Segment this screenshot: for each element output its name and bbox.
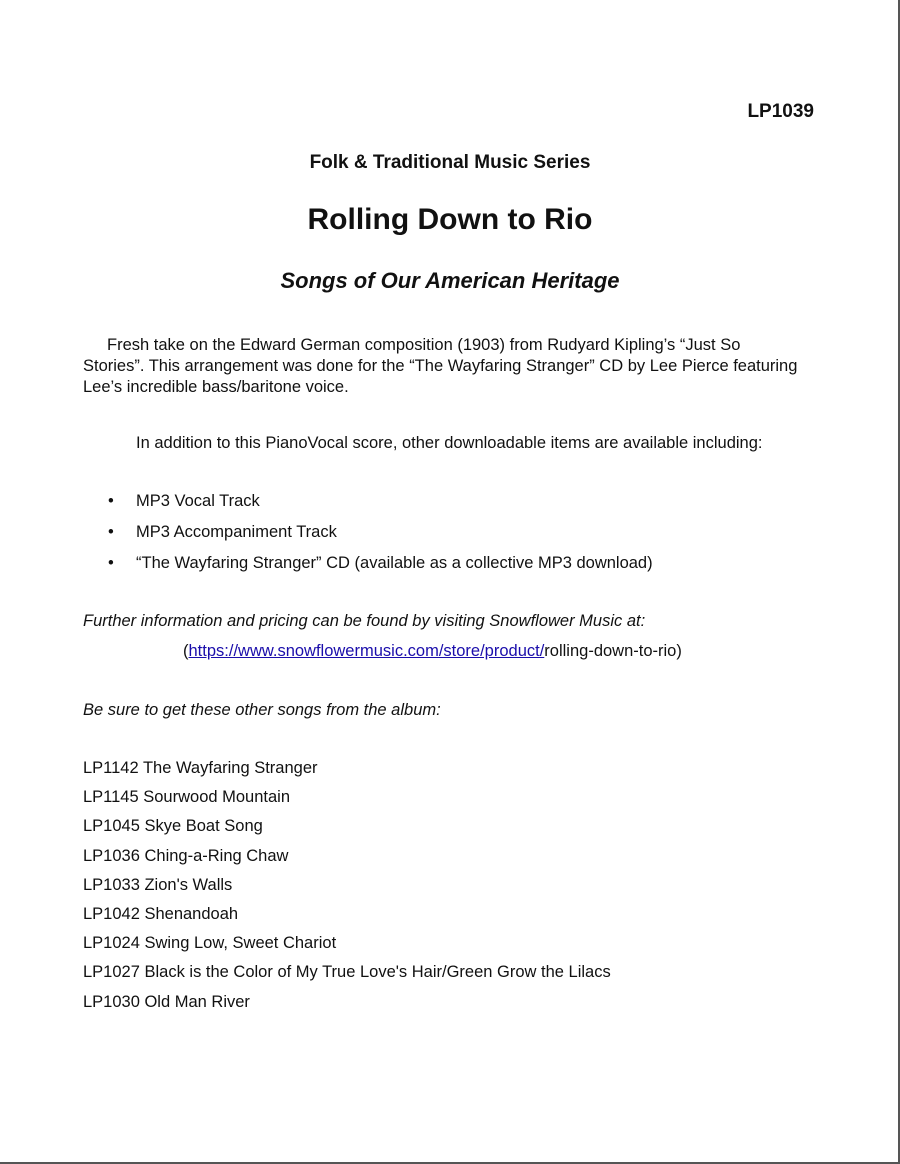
- page-title: Rolling Down to Rio: [307, 203, 593, 236]
- list-item: LP1036 Ching-a-Ring Chaw: [83, 846, 289, 865]
- list-item: LP1024 Swing Low, Sweet Chariot: [83, 934, 337, 953]
- list-item: LP1142 The Wayfaring Stranger: [83, 759, 318, 777]
- further-info-text: Further information and pricing can be found by visiting Snowflower Music at:: [83, 612, 646, 630]
- url-open-paren: (: [183, 642, 189, 660]
- description-paragraph: Fresh take on the Edward German composition (1903) from Rudyard Kipling’s “Just So Stories”. This arrangement was done for the “The Wayfaring Stranger” CD by Lee Pierce featuring Lee’s incredible bass/baritone voice.: [83, 336, 798, 396]
- downloads-intro: In addition to this PianoVocal score, other downloadable items are available including:: [136, 434, 763, 452]
- list-item: LP1042 Shenandoah: [83, 904, 239, 923]
- catalog-number: LP1039: [747, 101, 814, 122]
- series-title: Folk & Traditional Music Series: [309, 152, 591, 173]
- page-subtitle: Songs of Our American Heritage: [280, 268, 620, 293]
- list-item: LP1033 Zion's Walls: [83, 875, 233, 894]
- url-suffix: rolling-down-to-rio): [544, 642, 682, 660]
- bullet-icon: •: [108, 492, 114, 510]
- bullet-icon: •: [108, 554, 114, 572]
- list-item: [108, 554, 653, 585]
- downloads-list: [108, 492, 653, 585]
- list-item: LP1027 Black is the Color of My True Love's Hair/Green Grow the Lilacs: [83, 963, 611, 982]
- download-item-label: MP3 Accompaniment Track: [136, 523, 337, 541]
- other-songs-intro: Be sure to get these other songs from the album:: [83, 701, 441, 719]
- bullet-icon: •: [108, 523, 114, 541]
- other-songs-list: [83, 759, 611, 1022]
- list-item: [108, 523, 653, 554]
- download-item-label: MP3 Vocal Track: [136, 492, 260, 510]
- download-item-label: “The Wayfaring Stranger” CD (available as a collective MP3 download): [136, 554, 653, 572]
- list-item: LP1045 Skye Boat Song: [83, 817, 263, 836]
- list-item: LP1145 Sourwood Mountain: [83, 788, 291, 807]
- store-url-line: [183, 642, 682, 661]
- store-link[interactable]: https://www.snowflowermusic.com/store/product/: [188, 642, 545, 660]
- list-item: LP1030 Old Man River: [83, 992, 250, 1011]
- list-item: [108, 492, 653, 523]
